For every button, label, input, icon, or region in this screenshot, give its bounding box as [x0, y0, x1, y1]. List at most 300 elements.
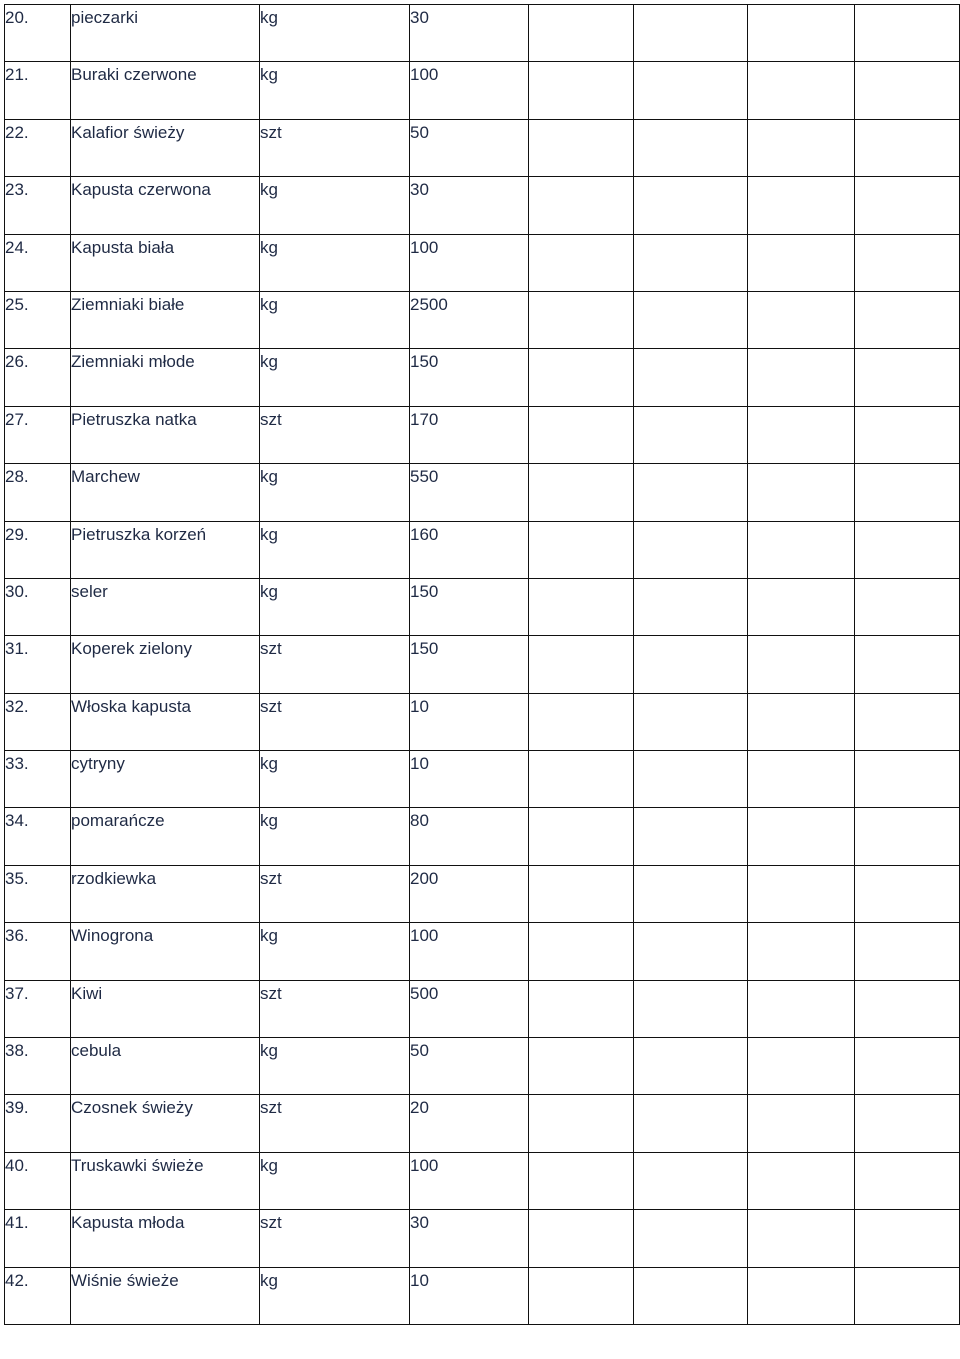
row-number-text: 34.	[5, 811, 29, 831]
empty-cell	[634, 406, 748, 463]
empty-cell	[855, 865, 960, 922]
table-row	[5, 349, 960, 406]
unit-text: szt	[260, 1213, 282, 1233]
unit-text: kg	[260, 8, 278, 27]
empty-cell	[634, 1210, 748, 1267]
product-name-text: Marchew	[71, 467, 140, 487]
empty-cell	[855, 923, 960, 980]
empty-cell	[748, 693, 855, 750]
row-number-cell	[5, 1210, 71, 1267]
quantity-cell	[410, 865, 529, 922]
empty-cell	[748, 177, 855, 234]
product-name-text: seler	[71, 581, 108, 601]
quantity-text: 20	[410, 1098, 429, 1118]
empty-cell	[529, 119, 634, 176]
empty-cell	[529, 923, 634, 980]
empty-cell	[634, 119, 748, 176]
unit-cell	[260, 119, 410, 176]
empty-cell	[634, 980, 748, 1037]
quantity-cell	[410, 349, 529, 406]
unit-text: szt	[260, 1098, 282, 1118]
row-number-cell	[5, 1095, 71, 1152]
row-number-text: 35.	[5, 868, 29, 888]
unit-cell	[260, 865, 410, 922]
quantity-cell	[410, 1152, 529, 1209]
product-name-text: Pietruszka korzeń	[71, 524, 207, 544]
unit-text: kg	[260, 926, 278, 946]
empty-cell	[748, 980, 855, 1037]
product-name-cell	[71, 464, 260, 521]
order-table	[4, 4, 960, 1325]
unit-cell	[260, 177, 410, 234]
unit-text: kg	[260, 1270, 278, 1290]
unit-text: kg	[260, 811, 278, 831]
empty-cell	[529, 62, 634, 119]
table-row	[5, 1152, 960, 1209]
table-row	[5, 177, 960, 234]
row-number-text: 25.	[5, 294, 29, 314]
product-name-text: Włoska kapusta	[71, 696, 191, 716]
product-name-cell	[71, 578, 260, 635]
unit-text: kg	[260, 1041, 278, 1061]
quantity-text: 150	[410, 352, 439, 372]
empty-cell	[634, 521, 748, 578]
product-name-cell	[71, 521, 260, 578]
row-number-text: 32.	[5, 696, 29, 716]
empty-cell	[529, 464, 634, 521]
unit-cell	[260, 464, 410, 521]
empty-cell	[748, 1267, 855, 1324]
product-name-text: Truskawki świeże	[71, 1155, 204, 1175]
empty-cell	[634, 1267, 748, 1324]
quantity-text: 10	[410, 1270, 429, 1290]
empty-cell	[855, 980, 960, 1037]
unit-text: szt	[260, 122, 282, 142]
product-name-cell	[71, 923, 260, 980]
product-name-cell	[71, 980, 260, 1037]
empty-cell	[748, 1210, 855, 1267]
row-number-cell	[5, 464, 71, 521]
row-number-cell	[5, 808, 71, 865]
empty-cell	[529, 406, 634, 463]
empty-cell	[529, 751, 634, 808]
empty-cell	[529, 865, 634, 922]
row-number-text: 23.	[5, 180, 29, 200]
row-number-cell	[5, 1267, 71, 1324]
quantity-text: 500	[410, 983, 439, 1003]
unit-cell	[260, 349, 410, 406]
table-row	[5, 1095, 960, 1152]
quantity-text: 30	[410, 1213, 429, 1233]
product-name-text: cebula	[71, 1041, 122, 1061]
unit-text: kg	[260, 352, 278, 372]
empty-cell	[748, 808, 855, 865]
empty-cell	[748, 349, 855, 406]
product-name-text: Czosnek świeży	[71, 1098, 193, 1118]
table-row	[5, 578, 960, 635]
row-number-text: 36.	[5, 926, 29, 946]
quantity-cell	[410, 464, 529, 521]
product-name-cell	[71, 865, 260, 922]
product-name-cell	[71, 177, 260, 234]
unit-cell	[260, 1152, 410, 1209]
empty-cell	[748, 865, 855, 922]
product-name-text: Kapusta młoda	[71, 1213, 185, 1233]
empty-cell	[855, 177, 960, 234]
empty-cell	[855, 808, 960, 865]
table-row	[5, 808, 960, 865]
row-number-cell	[5, 578, 71, 635]
empty-cell	[748, 464, 855, 521]
empty-cell	[529, 177, 634, 234]
quantity-text: 10	[410, 754, 429, 774]
product-name-text: rzodkiewka	[71, 868, 157, 888]
empty-cell	[634, 693, 748, 750]
empty-cell	[855, 349, 960, 406]
empty-cell	[855, 464, 960, 521]
product-name-cell	[71, 119, 260, 176]
quantity-cell	[410, 1267, 529, 1324]
row-number-text: 38.	[5, 1041, 29, 1061]
product-name-cell	[71, 1210, 260, 1267]
row-number-text: 21.	[5, 65, 29, 85]
unit-cell	[260, 62, 410, 119]
product-name-cell	[71, 62, 260, 119]
product-name-cell	[71, 636, 260, 693]
empty-cell	[529, 1038, 634, 1095]
product-name-text: Kapusta czerwona	[71, 180, 211, 200]
empty-cell	[855, 1267, 960, 1324]
table-row	[5, 291, 960, 348]
product-name-text: Winogrona	[71, 926, 154, 946]
empty-cell	[634, 349, 748, 406]
quantity-text: 100	[410, 237, 439, 257]
quantity-text: 150	[410, 581, 439, 601]
quantity-cell	[410, 693, 529, 750]
unit-text: kg	[260, 180, 278, 200]
row-number-cell	[5, 177, 71, 234]
empty-cell	[634, 1095, 748, 1152]
product-name-cell	[71, 751, 260, 808]
empty-cell	[529, 1210, 634, 1267]
product-name-text: Kiwi	[71, 983, 103, 1003]
row-number-text: 42.	[5, 1270, 29, 1290]
product-name-text: Koperek zielony	[71, 639, 192, 659]
quantity-cell	[410, 808, 529, 865]
empty-cell	[529, 291, 634, 348]
product-name-text: cytryny	[71, 754, 125, 774]
row-number-cell	[5, 521, 71, 578]
table-row	[5, 923, 960, 980]
empty-cell	[855, 1038, 960, 1095]
product-name-cell	[71, 1038, 260, 1095]
empty-cell	[855, 693, 960, 750]
row-number-cell	[5, 980, 71, 1037]
product-name-text: pomarańcze	[71, 811, 165, 831]
empty-cell	[855, 1210, 960, 1267]
unit-cell	[260, 693, 410, 750]
table-row	[5, 980, 960, 1037]
empty-cell	[529, 636, 634, 693]
product-name-text: pieczarki	[71, 8, 139, 27]
product-name-text: Ziemniaki białe	[71, 294, 185, 314]
row-number-cell	[5, 1038, 71, 1095]
row-number-text: 31.	[5, 639, 29, 659]
product-name-cell	[71, 234, 260, 291]
quantity-cell	[410, 406, 529, 463]
row-number-cell	[5, 923, 71, 980]
unit-text: szt	[260, 409, 282, 429]
unit-cell	[260, 1095, 410, 1152]
product-name-cell	[71, 406, 260, 463]
empty-cell	[855, 119, 960, 176]
product-name-text: Kapusta biała	[71, 237, 175, 257]
quantity-cell	[410, 751, 529, 808]
product-name-cell	[71, 808, 260, 865]
unit-cell	[260, 923, 410, 980]
table-row	[5, 234, 960, 291]
quantity-cell	[410, 1095, 529, 1152]
empty-cell	[634, 62, 748, 119]
table-body	[5, 5, 960, 1325]
empty-cell	[529, 693, 634, 750]
empty-cell	[634, 1038, 748, 1095]
quantity-text: 50	[410, 1041, 429, 1061]
empty-cell	[855, 636, 960, 693]
row-number-cell	[5, 234, 71, 291]
product-name-cell	[71, 1267, 260, 1324]
empty-cell	[855, 5, 960, 62]
quantity-cell	[410, 62, 529, 119]
quantity-text: 200	[410, 868, 439, 888]
table-row	[5, 62, 960, 119]
unit-cell	[260, 521, 410, 578]
product-name-text: Wiśnie świeże	[71, 1270, 179, 1290]
table-row	[5, 636, 960, 693]
product-name-cell	[71, 1095, 260, 1152]
row-number-cell	[5, 865, 71, 922]
quantity-cell	[410, 980, 529, 1037]
row-number-text: 30.	[5, 581, 29, 601]
quantity-text: 170	[410, 409, 439, 429]
quantity-cell	[410, 636, 529, 693]
empty-cell	[748, 291, 855, 348]
empty-cell	[748, 119, 855, 176]
product-name-text: Pietruszka natka	[71, 409, 197, 429]
unit-text: szt	[260, 639, 282, 659]
row-number-text: 39.	[5, 1098, 29, 1118]
unit-cell	[260, 578, 410, 635]
empty-cell	[855, 521, 960, 578]
quantity-text: 10	[410, 696, 429, 716]
empty-cell	[855, 1095, 960, 1152]
quantity-cell	[410, 177, 529, 234]
empty-cell	[634, 865, 748, 922]
unit-text: kg	[260, 65, 278, 85]
empty-cell	[634, 464, 748, 521]
unit-cell	[260, 5, 410, 62]
empty-cell	[634, 751, 748, 808]
quantity-cell	[410, 578, 529, 635]
empty-cell	[748, 234, 855, 291]
unit-cell	[260, 1267, 410, 1324]
empty-cell	[529, 521, 634, 578]
empty-cell	[855, 62, 960, 119]
quantity-cell	[410, 119, 529, 176]
empty-cell	[634, 5, 748, 62]
quantity-text: 100	[410, 1155, 439, 1175]
empty-cell	[634, 1152, 748, 1209]
empty-cell	[634, 636, 748, 693]
empty-cell	[748, 406, 855, 463]
empty-cell	[855, 291, 960, 348]
row-number-cell	[5, 406, 71, 463]
empty-cell	[529, 808, 634, 865]
row-number-cell	[5, 693, 71, 750]
quantity-cell	[410, 1210, 529, 1267]
row-number-cell	[5, 636, 71, 693]
unit-text: kg	[260, 524, 278, 544]
empty-cell	[634, 177, 748, 234]
row-number-cell	[5, 751, 71, 808]
unit-text: szt	[260, 696, 282, 716]
product-name-cell	[71, 291, 260, 348]
unit-cell	[260, 1038, 410, 1095]
empty-cell	[634, 578, 748, 635]
empty-cell	[855, 406, 960, 463]
empty-cell	[634, 234, 748, 291]
empty-cell	[529, 578, 634, 635]
unit-text: szt	[260, 868, 282, 888]
unit-text: szt	[260, 983, 282, 1003]
empty-cell	[529, 5, 634, 62]
table-row	[5, 693, 960, 750]
row-number-text: 33.	[5, 754, 29, 774]
table-row	[5, 5, 960, 62]
unit-text: kg	[260, 581, 278, 601]
quantity-cell	[410, 291, 529, 348]
empty-cell	[748, 1152, 855, 1209]
product-name-text: Buraki czerwone	[71, 65, 197, 85]
unit-cell	[260, 406, 410, 463]
empty-cell	[529, 1267, 634, 1324]
quantity-cell	[410, 5, 529, 62]
row-number-text: 41.	[5, 1213, 29, 1233]
row-number-text: 40.	[5, 1155, 29, 1175]
unit-cell	[260, 291, 410, 348]
quantity-text: 30	[410, 8, 429, 27]
table-row	[5, 1267, 960, 1324]
quantity-text: 100	[410, 65, 439, 85]
row-number-text: 29.	[5, 524, 29, 544]
empty-cell	[748, 521, 855, 578]
table-row	[5, 865, 960, 922]
row-number-cell	[5, 5, 71, 62]
quantity-text: 160	[410, 524, 439, 544]
unit-cell	[260, 1210, 410, 1267]
empty-cell	[634, 808, 748, 865]
empty-cell	[748, 1095, 855, 1152]
empty-cell	[855, 751, 960, 808]
row-number-text: 28.	[5, 467, 29, 487]
row-number-text: 27.	[5, 409, 29, 429]
quantity-text: 550	[410, 467, 439, 487]
row-number-text: 26.	[5, 352, 29, 372]
row-number-text: 37.	[5, 983, 29, 1003]
empty-cell	[529, 1095, 634, 1152]
empty-cell	[634, 923, 748, 980]
row-number-text: 20.	[5, 8, 29, 27]
empty-cell	[748, 636, 855, 693]
empty-cell	[855, 1152, 960, 1209]
table-row	[5, 521, 960, 578]
unit-cell	[260, 980, 410, 1037]
quantity-cell	[410, 1038, 529, 1095]
empty-cell	[529, 1152, 634, 1209]
empty-cell	[748, 5, 855, 62]
empty-cell	[634, 291, 748, 348]
empty-cell	[855, 234, 960, 291]
row-number-cell	[5, 1152, 71, 1209]
product-name-text: Ziemniaki młode	[71, 352, 195, 372]
unit-text: kg	[260, 294, 278, 314]
row-number-text: 22.	[5, 122, 29, 142]
product-name-cell	[71, 693, 260, 750]
quantity-cell	[410, 521, 529, 578]
product-name-cell	[71, 5, 260, 62]
row-number-cell	[5, 62, 71, 119]
empty-cell	[748, 751, 855, 808]
row-number-cell	[5, 349, 71, 406]
empty-cell	[748, 923, 855, 980]
unit-cell	[260, 751, 410, 808]
table-row	[5, 119, 960, 176]
unit-cell	[260, 808, 410, 865]
unit-text: kg	[260, 467, 278, 487]
quantity-text: 80	[410, 811, 429, 831]
table-row	[5, 751, 960, 808]
quantity-text: 150	[410, 639, 439, 659]
table-row	[5, 1038, 960, 1095]
row-number-cell	[5, 119, 71, 176]
unit-text: kg	[260, 754, 278, 774]
quantity-text: 100	[410, 926, 439, 946]
table-row	[5, 1210, 960, 1267]
empty-cell	[529, 234, 634, 291]
empty-cell	[748, 1038, 855, 1095]
unit-cell	[260, 234, 410, 291]
quantity-cell	[410, 234, 529, 291]
quantity-text: 30	[410, 180, 429, 200]
unit-text: kg	[260, 1155, 278, 1175]
row-number-cell	[5, 291, 71, 348]
table-row	[5, 464, 960, 521]
product-name-text: Kalafior świeży	[71, 122, 185, 142]
quantity-cell	[410, 923, 529, 980]
empty-cell	[748, 578, 855, 635]
empty-cell	[529, 349, 634, 406]
product-name-cell	[71, 1152, 260, 1209]
empty-cell	[748, 62, 855, 119]
quantity-text: 50	[410, 122, 429, 142]
unit-text: kg	[260, 237, 278, 257]
empty-cell	[855, 578, 960, 635]
row-number-text: 24.	[5, 237, 29, 257]
table-row	[5, 406, 960, 463]
empty-cell	[529, 980, 634, 1037]
unit-cell	[260, 636, 410, 693]
product-name-cell	[71, 349, 260, 406]
